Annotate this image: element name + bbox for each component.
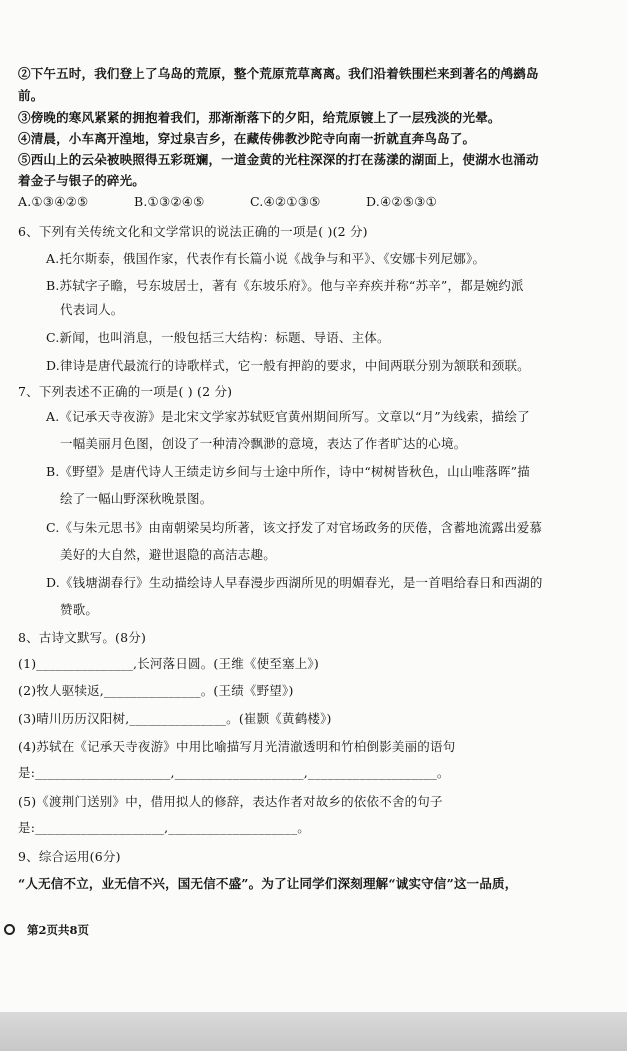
q7-option-d-line-2: 赞歌。 <box>60 602 99 617</box>
q7-option-c-line-1: C.《与朱元思书》由南朝梁吴均所著，该文抒发了对官场政务的厌倦，含蓄地流露出爱慕 <box>46 520 543 535</box>
q5-option-c: C.④②①③⑤ <box>250 194 321 209</box>
q7-option-a-line-2: 一幅美丽月色图，创设了一种清冷飘渺的意境，表达了作者旷达的心境。 <box>60 436 467 451</box>
sentence-2-line-2: 前。 <box>18 88 44 103</box>
q8-item-3: (3)晴川历历汉阳树,_______________。(崔颢《黄鹤楼》) <box>18 711 332 726</box>
binding-hole-icon <box>4 924 15 935</box>
q7-option-d-line-1: D.《钱塘湖春行》生动描绘诗人早春漫步西湖所见的明媚春光，是一首唱给春日和西湖的 <box>46 575 543 590</box>
q8-item-2: (2)牧人驱犊返,_______________。(王绩《野望》) <box>18 683 294 698</box>
q6-stem: 6、下列有关传统文化和文学常识的说法正确的一项是( )(2 分) <box>18 224 368 239</box>
q9-stem: 9、综合运用(6分) <box>18 849 121 864</box>
q6-option-c: C.新闻，也叫消息，一般包括三大结构：标题、导语、主体。 <box>46 330 390 345</box>
sentence-5-line-2: 着金子与银子的碎光。 <box>18 173 146 188</box>
q8-item-5-blanks: 是:____________________,____________________。 <box>18 820 310 835</box>
q7-option-c-line-2: 美好的大自然，避世退隐的高洁志趣。 <box>60 547 276 562</box>
q5-options <box>18 194 482 210</box>
q6-option-b-line-2: 代表词人。 <box>60 302 124 317</box>
q6-option-d: D.律诗是唐代最流行的诗歌样式，它一般有押韵的要求，中间两联分别为颔联和颈联。 <box>46 358 530 373</box>
q7-stem: 7、下列表述不正确的一项是( ) (2 分) <box>18 384 233 399</box>
q7-option-a-line-1: A.《记承天寺夜游》是北宋文学家苏轼贬官黄州期间所写。文章以“月”为线索，描绘了 <box>46 409 530 424</box>
sentence-3: ③傍晚的寒风紧紧的拥抱着我们，那渐渐落下的夕阳，给荒原镀上了一层残淡的光晕。 <box>18 110 501 125</box>
q5-option-d: D.④②⑤③① <box>366 194 437 209</box>
q8-item-4-blanks: 是:_____________________,____________________,____________________。 <box>18 765 450 780</box>
q5-option-b: B.①③②④⑤ <box>134 194 205 209</box>
q6-option-a: A.托尔斯泰，俄国作家，代表作有长篇小说《战争与和平》、《安娜卡列尼娜》。 <box>46 251 486 266</box>
sentence-4: ④清晨，小车离开湟地，穿过泉吉乡，在藏传佛教沙陀寺向南一折就直奔鸟岛了。 <box>18 131 476 146</box>
q8-item-1: (1)_______________,长河落日圆。(王维《使至塞上》) <box>18 656 319 671</box>
q8-item-5: (5)《渡荆门送别》中，借用拟人的修辞，表达作者对故乡的依依不舍的句子 <box>18 794 443 809</box>
sentence-5-line-1: ⑤西山上的云朵被映照得五彩斑斓，一道金黄的光柱深深的打在荡漾的湖面上，使湖水也涌动 <box>18 152 539 167</box>
q8-stem: 8、古诗文默写。(8分) <box>18 630 147 645</box>
q8-item-4: (4)苏轼在《记承天寺夜游》中用比喻描写月光清澈透明和竹柏倒影美丽的语句 <box>18 739 456 754</box>
scan-edge <box>0 1012 627 1051</box>
q7-option-b-line-2: 绘了一幅山野深秋晚景图。 <box>60 491 213 506</box>
q7-option-b-line-1: B.《野望》是唐代诗人王绩走访乡间与士途中所作，诗中“树树皆秋色，山山唯落晖”描 <box>46 464 530 479</box>
page-footer <box>4 922 89 938</box>
page-number: 第2页共8页 <box>27 923 90 937</box>
q5-option-a: A.①③④②⑤ <box>18 194 89 209</box>
sentence-2-line-1: ②下午五时，我们登上了乌岛的荒原，整个荒原荒草离离。我们沿着铁围栏来到著名的鸬鹚岛 <box>18 66 539 81</box>
q9-text: “人无信不立，业无信不兴，国无信不盛”。为了让同学们深刻理解“诚实守信”这一品质， <box>18 876 518 891</box>
q6-option-b-line-1: B.苏轼字子瞻，号东坡居士，著有《东坡乐府》。他与辛弃疾并称“苏辛”，都是婉约派 <box>46 278 524 293</box>
